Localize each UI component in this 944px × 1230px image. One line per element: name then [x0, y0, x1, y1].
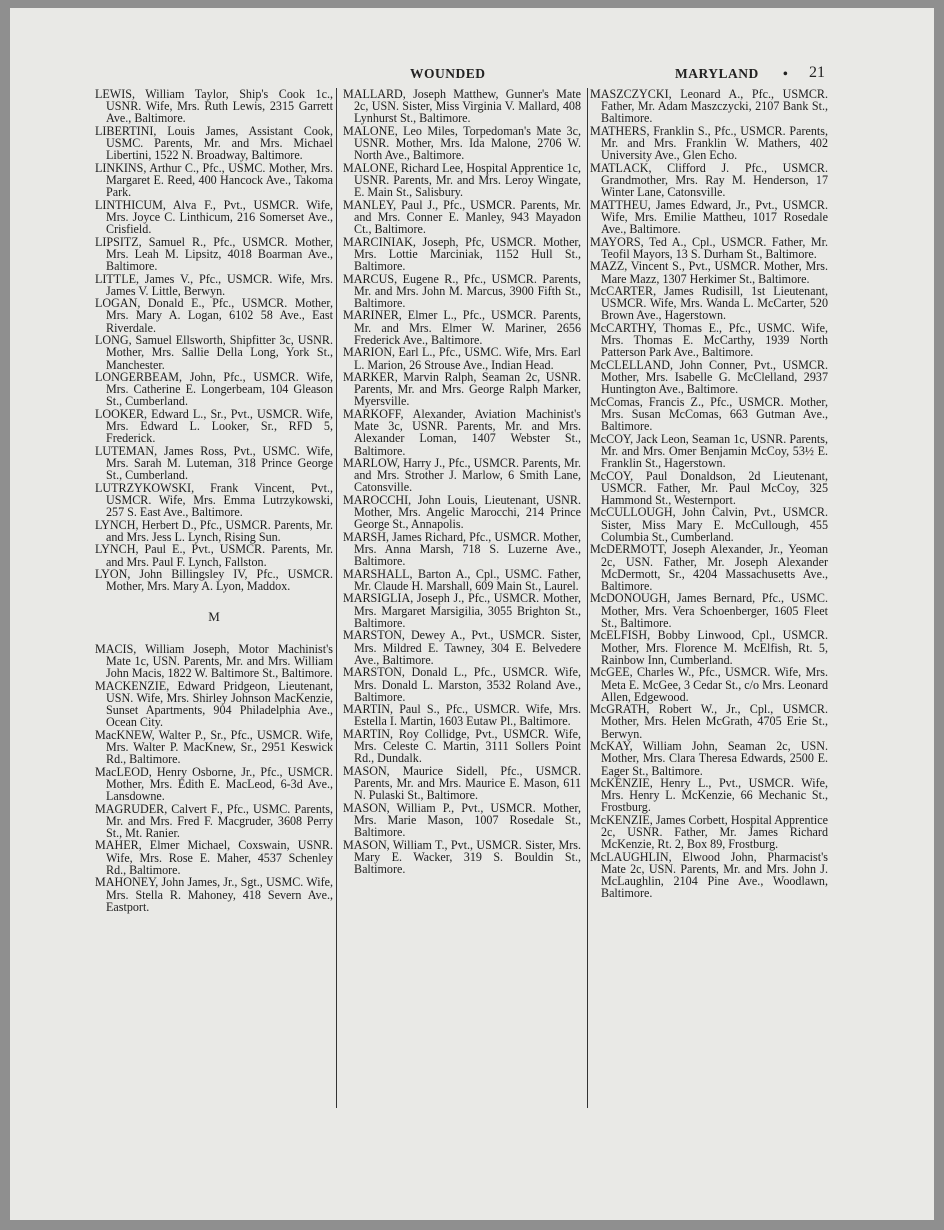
column-divider-2: [587, 88, 588, 1108]
column-3: [590, 88, 828, 900]
casualty-entry: LOGAN, Donald E., Pfc., USMCR. Mother, Mrs. Mary A. Logan, 6102 58 Ave., East Riverdale.: [95, 296, 333, 335]
casualty-entry: LUTRZYKOWSKI, Frank Vincent, Pvt., USMCR. Wife, Mrs. Emma Lutrzykowski, 257 S. East Ave., Baltimore.: [95, 480, 333, 520]
casualty-entry: McCULLOUGH, John Calvin, Pvt., USMCR. Sister, Miss Mary E. McCullough, 455 Columbia St., Cumberland.: [590, 505, 828, 544]
page-number: 21: [809, 64, 825, 81]
document-page: [10, 8, 934, 1220]
casualty-entry: LUTEMAN, James Ross, Pvt., USMC. Wife, Mrs. Sarah M. Luteman, 318 Prince George St., Cumberland.: [95, 443, 333, 483]
casualty-entry: MARSH, James Richard, Pfc., USMCR. Mother, Mrs. Anna Marsh, 718 S. Luzerne Ave., Baltimore.: [343, 529, 581, 569]
casualty-entry: MALONE, Richard Lee, Hospital Apprentice 1c, USNR. Parents, Mr. and Mrs. Leroy Wingate, E. Main St., Salisbury.: [343, 160, 581, 200]
casualty-entry: MAHER, Elmer Michael, Coxswain, USNR. Wife, Mrs. Rose E. Maher, 4537 Schenley Rd., Baltimore.: [95, 838, 333, 877]
casualty-entry: LEWIS, William Taylor, Ship's Cook 1c., USNR. Wife, Mrs. Ruth Lewis, 2315 Garrett Ave., Baltimore.: [95, 87, 333, 126]
casualty-entry: MARTIN, Roy Collidge, Pvt., USMCR. Wife, Mrs. Celeste C. Martin, 3111 Sollers Point Rd., Dundalk.: [343, 726, 581, 766]
header-bullet: •: [783, 66, 788, 81]
casualty-entry: LONG, Samuel Ellsworth, Shipfitter 3c, USNR. Mother, Mrs. Sallie Della Long, York St., Manchester.: [95, 333, 333, 372]
page-header: [10, 66, 934, 88]
casualty-entry: LITTLE, James V., Pfc., USMCR. Wife, Mrs. James V. Little, Berwyn.: [95, 271, 333, 298]
casualty-entry: MAYORS, Ted A., Cpl., USMCR. Father, Mr. Teofil Mayors, 13 S. Durham St., Baltimore.: [590, 234, 828, 261]
casualty-entry: MANLEY, Paul J., Pfc., USMCR. Parents, Mr. and Mrs. Conner E. Manley, 943 Mayadon Ct., Baltimore.: [343, 197, 581, 237]
column-3-entries: [590, 88, 828, 900]
casualty-entry: MACIS, William Joseph, Motor Machinist's Mate 1c, USN. Parents, Mr. and Mrs. William John Macis, 1822 W. Baltimore St., Baltimore.: [95, 641, 333, 681]
casualty-entry: McGEE, Charles W., Pfc., USMCR. Wife, Mrs. Meta E. McGee, 3 Cedar St., c/o Mrs. Leonard Allen, Edgewood.: [590, 665, 828, 704]
casualty-entry: MARTIN, Paul S., Pfc., USMCR. Wife, Mrs. Estella I. Martin, 1603 Eutaw Pl., Baltimore.: [343, 702, 581, 729]
casualty-entry: McCLELLAND, John Conner, Pvt., USMCR. Mother, Mrs. Isabelle G. McClelland, 2937 Huntington Ave., Baltimore.: [590, 357, 828, 397]
casualty-entry: LYON, John Billingsley IV, Pfc., USMCR. Mother, Mrs. Mary A. Lyon, Maddox.: [95, 567, 333, 594]
section-title: WOUNDED: [410, 66, 486, 81]
casualty-entry: MacKNEW, Walter P., Sr., Pfc., USMCR. Wife, Mrs. Walter P. MacKnew, Sr., 2951 Keswick Rd., Baltimore.: [95, 727, 333, 767]
casualty-entry: McComas, Francis Z., Pfc., USMCR. Mother, Mrs. Susan McComas, 663 Gutman Ave., Baltimore.: [590, 394, 828, 434]
section-letter: M: [208, 609, 220, 625]
casualty-entry: MAHONEY, John James, Jr., Sgt., USMC. Wife, Mrs. Stella R. Mahoney, 418 Severn Ave., Eastport.: [95, 875, 333, 914]
column-1-entries-after: [95, 643, 333, 913]
casualty-entry: LINKINS, Arthur C., Pfc., USMC. Mother, Mrs. Margaret E. Reed, 400 Hancock Ave., Takoma Park.: [95, 160, 333, 200]
casualty-entry: MALLARD, Joseph Matthew, Gunner's Mate 2c, USN. Sister, Miss Virginia V. Mallard, 408 Lynhurst St., Baltimore.: [343, 87, 581, 126]
casualty-entry: MARLOW, Harry J., Pfc., USMCR. Parents, Mr. and Mrs. Strother J. Marlow, 6 Smith Lane, Catonsville.: [343, 456, 581, 495]
casualty-entry: LIBERTINI, Louis James, Assistant Cook, USMC. Parents, Mr. and Mrs. Michael Libertini, 1522 N. Broadway, Baltimore.: [95, 123, 333, 163]
casualty-entry: MAGRUDER, Calvert F., Pfc., USMC. Parents, Mr. and Mrs. Fred F. Macgruder, 3608 Perry St., Mt. Ranier.: [95, 801, 333, 840]
casualty-entry: LYNCH, Paul E., Pvt., USMCR. Parents, Mr. and Mrs. Paul F. Lynch, Fallston.: [95, 542, 333, 569]
casualty-entry: LIPSITZ, Samuel R., Pfc., USMCR. Mother, Mrs. Leah M. Lipsitz, 4018 Boarman Ave., Baltimore.: [95, 234, 333, 274]
casualty-entry: McKAY, William John, Seaman 2c, USN. Mother, Mrs. Clara Theresa Edwards, 2500 E. Eager St., Baltimore.: [590, 739, 828, 778]
casualty-entry: MARCINIAK, Joseph, Pfc, USMCR. Mother, Mrs. Lottie Marciniak, 1152 Hull St., Baltimore.: [343, 234, 581, 274]
casualty-entry: MATHERS, Franklin S., Pfc., USMCR. Parents, Mr. and Mrs. Franklin W. Mathers, 402 University Ave., Glen Echo.: [590, 123, 828, 163]
column-1-entries-before: [95, 88, 333, 592]
casualty-entry: McDERMOTT, Joseph Alexander, Jr., Yeoman 2c, USN. Father, Mr. Joseph Alexander McDermott, Sr., 4204 Massachusetts Ave., Baltimore.: [590, 542, 828, 593]
column-1: [95, 88, 333, 913]
casualty-entry: McGRATH, Robert W., Jr., Cpl., USMCR. Mother, Mrs. Helen McGrath, 4705 Erie St., Berwyn.: [590, 702, 828, 741]
casualty-entry: McCARTHY, Thomas E., Pfc., USMC. Wife, Mrs. Thomas E. McCarthy, 1939 North Patterson Park Ave., Baltimore.: [590, 320, 828, 360]
casualty-entry: McKENZIE, Henry L., Pvt., USMCR. Wife, Mrs. Henry L. McKenzie, 66 Mechanic St., Frostburg.: [590, 776, 828, 815]
casualty-entry: MASON, William T., Pvt., USMCR. Sister, Mrs. Mary E. Wacker, 319 S. Bouldin St., Baltimore.: [343, 837, 581, 877]
casualty-entry: McELFISH, Bobby Linwood, Cpl., USMCR. Mother, Mrs. Florence M. McElfish, Rt. 5, Rainbow Inn, Cumberland.: [590, 628, 828, 667]
column-2: [343, 88, 581, 876]
casualty-entry: MARSTON, Donald L., Pfc., USMCR. Wife, Mrs. Donald L. Marston, 3532 Roland Ave., Baltimore.: [343, 665, 581, 704]
casualty-entry: LONGERBEAM, John, Pfc., USMCR. Wife, Mrs. Catherine E. Longerbeam, 104 Gleason St., Cumberland.: [95, 370, 333, 409]
casualty-entry: MASON, Maurice Sidell, Pfc., USMCR. Parents, Mr. and Mrs. Maurice E. Mason, 611 N. Pulaski St., Baltimore.: [343, 763, 581, 803]
casualty-entry: MARION, Earl L., Pfc., USMC. Wife, Mrs. Earl L. Marion, 26 Strouse Ave., Indian Head.: [343, 345, 581, 372]
casualty-entry: McCOY, Paul Donaldson, 2d Lieutenant, USMCR. Father, Mr. Paul McCoy, 325 Hammond St., Westernport.: [590, 468, 828, 507]
casualty-entry: MARCUS, Eugene R., Pfc., USMCR. Parents, Mr. and Mrs. John M. Marcus, 3900 Fifth St., Baltimore.: [343, 271, 581, 310]
casualty-entry: MALONE, Leo Miles, Torpedoman's Mate 3c, USNR. Mother, Mrs. Ida Malone, 2706 W. North Ave., Baltimore.: [343, 123, 581, 163]
column-2-entries: [343, 88, 581, 875]
casualty-entry: MAROCCHI, John Louis, Lieutenant, USNR. Mother, Mrs. Angelic Marocchi, 214 Prince George St., Annapolis.: [343, 492, 581, 532]
state-title: MARYLAND: [675, 66, 759, 81]
casualty-entry: MATTHEU, James Edward, Jr., Pvt., USMCR. Wife, Mrs. Emilie Mattheu, 1017 Rosedale Ave., Baltimore.: [590, 197, 828, 237]
casualty-entry: MAZZ, Vincent S., Pvt., USMCR. Mother, Mrs. Mare Mazz, 1307 Herkimer St., Baltimore.: [590, 259, 828, 286]
casualty-entry: McLAUGHLIN, Elwood John, Pharmacist's Mate 2c, USN. Parents, Mr. and Mrs. John J. McLaughlin, 2104 Pine Ave., Woodlawn, Baltimore.: [590, 849, 828, 901]
casualty-entry: MARKOFF, Alexander, Aviation Machinist's Mate 3c, USNR. Parents, Mr. and Mrs. Alexander Loman, 1407 Webster St., Baltimore.: [343, 406, 581, 458]
casualty-entry: MARKER, Marvin Ralph, Seaman 2c, USNR. Parents, Mr. and Mrs. George Ralph Marker, Myersville.: [343, 370, 581, 409]
casualty-entry: MASON, William P., Pvt., USMCR. Mother, Mrs. Marie Mason, 1007 Rosedale St., Baltimore.: [343, 800, 581, 840]
casualty-entry: LYNCH, Herbert D., Pfc., USMCR. Parents, Mr. and Mrs. Jess L. Lynch, Rising Sun.: [95, 517, 333, 544]
casualty-entry: McKENZIE, James Corbett, Hospital Apprentice 2c, USNR. Father, Mr. James Richard McKenzie, Rt. 2, Box 89, Frostburg.: [590, 812, 828, 852]
casualty-entry: McCARTER, James Rudisill, 1st Lieutenant, USMCR. Wife, Mrs. Wanda L. McCarter, 520 Brown Ave., Hagerstown.: [590, 284, 828, 323]
casualty-entry: MARINER, Elmer L., Pfc., USMCR. Parents, Mr. and Mrs. Elmer W. Mariner, 2656 Frederick Ave., Baltimore.: [343, 308, 581, 347]
casualty-entry: MARSHALL, Barton A., Cpl., USMC. Father, Mr. Claude H. Marshall, 609 Main St., Laurel.: [343, 566, 581, 593]
casualty-entry: McCOY, Jack Leon, Seaman 1c, USNR. Parents, Mr. and Mrs. Omer Benjamin McCoy, 53½ E. Franklin St., Hagerstown.: [590, 431, 828, 471]
casualty-entry: MATLACK, Clifford J. Pfc., USMCR. Grandmother, Mrs. Ray M. Henderson, 17 Winter Lane, Catonsville.: [590, 160, 828, 200]
casualty-entry: McDONOUGH, James Bernard, Pfc., USMC. Mother, Mrs. Vera Schoenberger, 1605 Fleet St., Baltimore.: [590, 591, 828, 630]
casualty-entry: LOOKER, Edward L., Sr., Pvt., USMCR. Wife, Mrs. Edward L. Looker, Sr., RFD 5, Frederick.: [95, 406, 333, 446]
casualty-entry: LINTHICUM, Alva F., Pvt., USMCR. Wife, Mrs. Joyce C. Linthicum, 216 Somerset Ave., Crisfield.: [95, 197, 333, 237]
column-divider-1: [336, 88, 337, 1108]
casualty-entry: MACKENZIE, Edward Pridgeon, Lieutenant, USN. Wife, Mrs. Shirley Johnson MacKenzie, Sunset Apartments, 904 Philadelphia Ave., Ocean City.: [95, 678, 333, 730]
casualty-entry: MacLEOD, Henry Osborne, Jr., Pfc., USMCR. Mother, Mrs. Edith E. MacLeod, 6-3d Ave., Lansdowne.: [95, 764, 333, 804]
casualty-entry: MARSTON, Dewey A., Pvt., USMCR. Sister, Mrs. Mildred E. Tawney, 304 E. Belvedere Ave., Baltimore.: [343, 628, 581, 667]
casualty-entry: MASZCZYCKI, Leonard A., Pfc., USMCR. Father, Mr. Adam Maszczycki, 2107 Bank St., Baltimore.: [590, 87, 828, 126]
casualty-entry: MARSIGLIA, Joseph J., Pfc., USMCR. Mother, Mrs. Margaret Marsigilia, 3055 Brighton St., Baltimore.: [343, 591, 581, 630]
